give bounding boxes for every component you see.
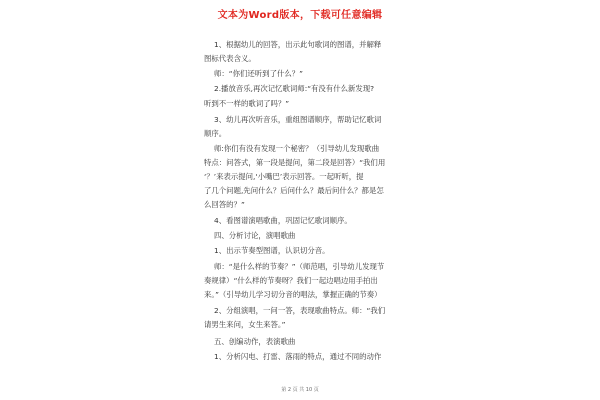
text-line: 2.播放音乐,再次记忆歌词师:“有没有什么新发现? bbox=[214, 84, 375, 93]
header-banner: 文本为Word版本，下载可任意编辑 bbox=[217, 10, 383, 21]
text-line: 4、看图谱演唱歌曲，巩固记忆歌词顺序。 bbox=[214, 216, 352, 225]
text-line: 顺序。 bbox=[204, 129, 227, 138]
text-line: 听到不一样的歌词了吗？” bbox=[204, 99, 290, 108]
text-line: 特点：问答式，第一段是提问，第二段是回答）“我们用 bbox=[204, 158, 386, 167]
text-line: 师：“是什么样的节奏？”（师范唱，引导幼儿发现节 bbox=[214, 262, 385, 271]
text-line: 来。”（引导幼儿学习切分音的唱法，掌握正确的节奏） bbox=[204, 290, 382, 299]
text-line: 奏规律）“什么样的节奏呀？我们一起边唱边用手拍出 bbox=[204, 276, 378, 285]
text-line: 请男生来问，女生来答。” bbox=[204, 320, 286, 329]
text-line: ‘？’来表示提问,‘小嘴巴’表示回答。一起听听，提 bbox=[204, 172, 364, 181]
text-line: 1、根据幼儿的回答，出示此句歌词的图谱，并解释 bbox=[214, 40, 382, 49]
text-line: 四、分析讨论，演唱歌曲 bbox=[214, 231, 296, 240]
text-line: 么回答的？” bbox=[204, 200, 245, 209]
text-line: 图标代表含义。 bbox=[204, 54, 256, 63]
text-line: 了几个问题,先问什么？后问什么？最后问什么？都是怎 bbox=[204, 186, 384, 195]
page-footer: 第 2 页 共 10 页 bbox=[281, 387, 319, 393]
text-line: 师：“你们还听到了什么？” bbox=[214, 69, 303, 78]
text-line: 2、分组演唱，一问一答，表现歌曲特点。师：“我们 bbox=[214, 306, 386, 315]
text-line: 3、幼儿再次听音乐，重组图谱顺序，帮助记忆歌词 bbox=[214, 115, 382, 124]
text-line: 1、出示节奏型图谱，认识切分音。 bbox=[214, 246, 330, 255]
text-line: 五、创编动作，表演歌曲 bbox=[214, 337, 296, 346]
text-line: 师:你们有没有发现一个秘密？（引导幼儿发现歌曲 bbox=[214, 144, 380, 153]
text-line: 1、分析闪电、打雷、落雨的特点，通过不同的动作 bbox=[214, 352, 382, 361]
